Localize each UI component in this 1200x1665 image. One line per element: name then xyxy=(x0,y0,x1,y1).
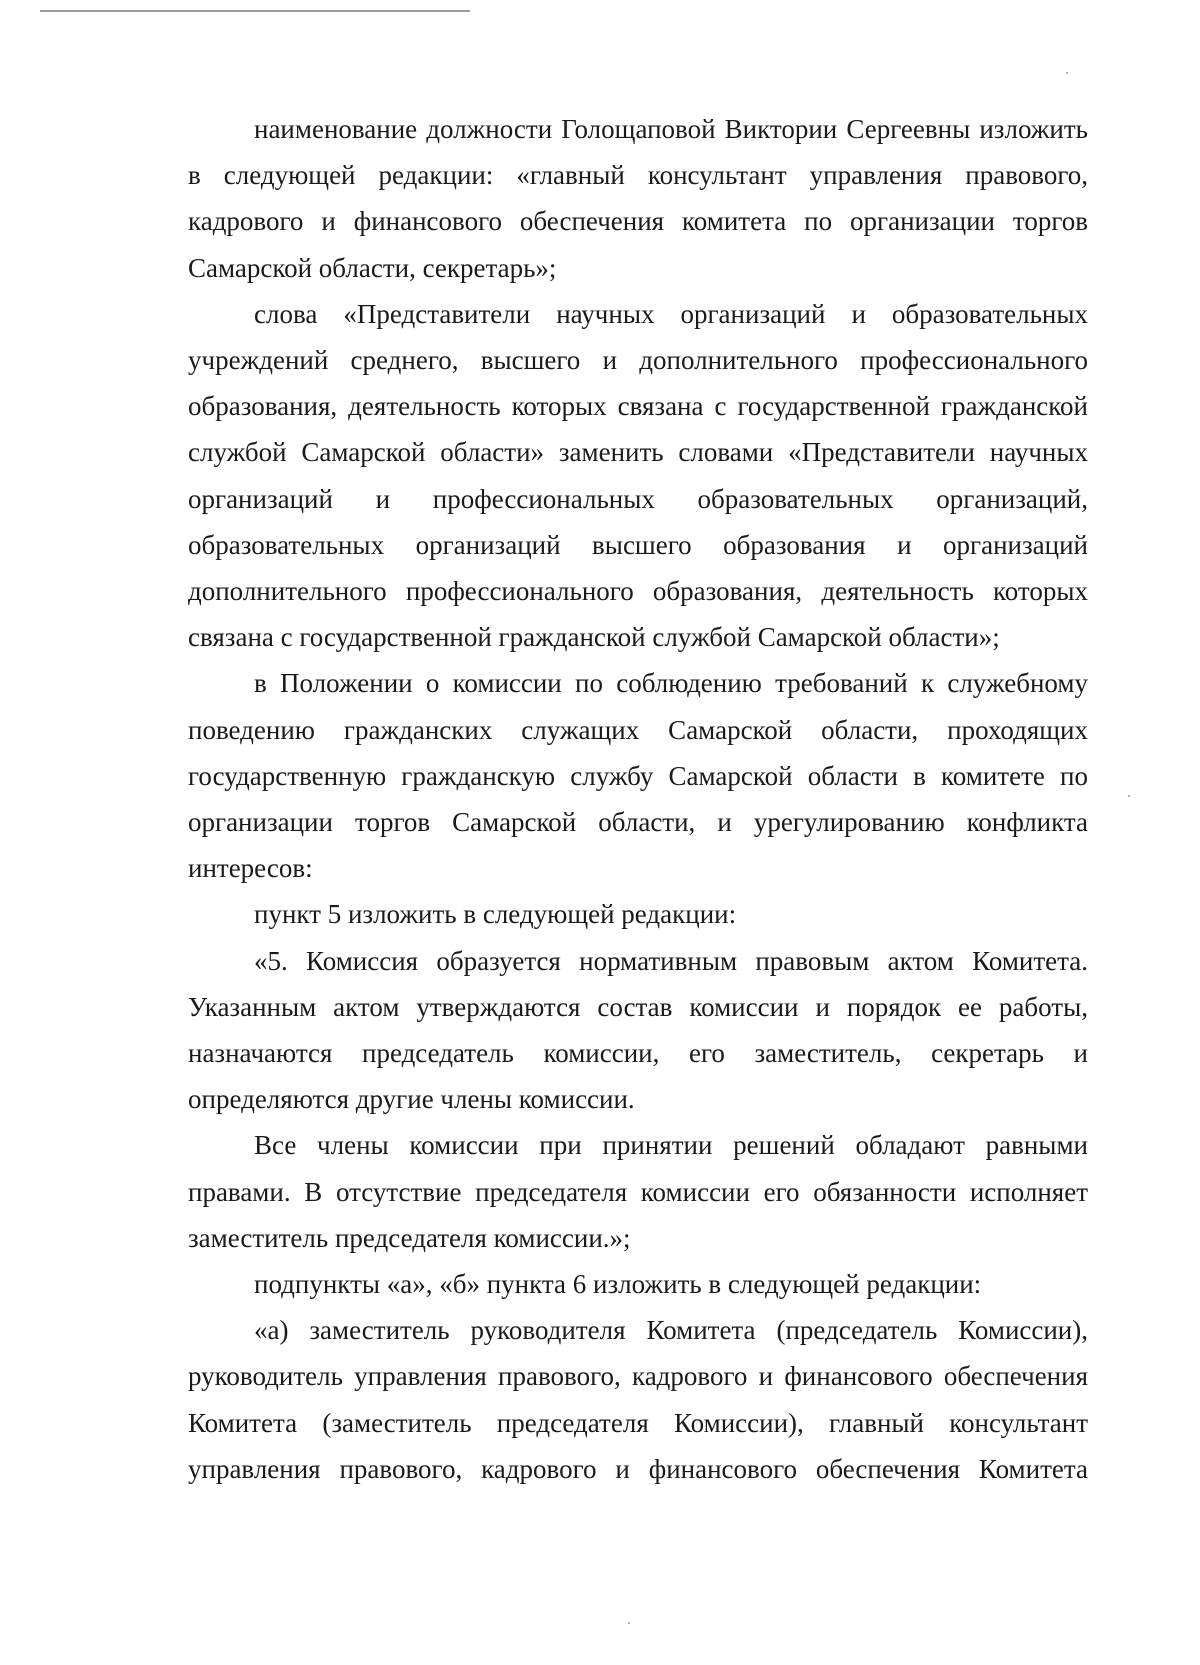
scan-speck xyxy=(628,1622,630,1624)
paragraph-6: Все члены комиссии при принятии решений обладают равными правами. В отсутствие председателя комиссии его обязанности исполняет заместитель председателя комиссии.»; xyxy=(188,1130,1088,1253)
document-body xyxy=(188,106,1088,1492)
scan-top-rule xyxy=(40,10,470,12)
paragraph-8: «а) заместитель руководителя Комитета (председатель Комиссии), руководитель управления правового, кадрового и финансового обеспечения Комитета (заместитель председателя Комиссии), главный консультант управления правового, кадрового и финансового обеспечения Комитета xyxy=(188,1315,1088,1484)
paragraph-1: наименование должности Голощаповой Виктории Сергеевны изложить в следующей редакции: «главный консультант управления правового, кадрового и финансового обеспечения комитета по организации торгов Самарской области, секретарь»; xyxy=(188,114,1088,283)
paragraph-4: пункт 5 изложить в следующей редакции: xyxy=(254,899,737,930)
paragraph-5: «5. Комиссия образуется нормативным правовым актом Комитета. Указанным актом утверждаются состав комиссии и порядок ее работы, назначаются председатель комиссии, его заместитель, секретарь и определяются другие члены комиссии. xyxy=(188,945,1088,1115)
paragraph-2: слова «Представители научных организаций и образовательных учреждений среднего, высшего и дополнительного профессионального образования, деятельность которых связана с государственной гражданской службой Самарской области» заменить словами «Представители научных организаций и профессиональных образовательных организаций, образовательных организаций высшего образования и организаций дополнительного профессионального образования, деятельность которых связана с государственной гражданской службой Самарской области»; xyxy=(188,298,1088,653)
paragraph-7: подпункты «а», «б» пункта 6 изложить в следующей редакции: xyxy=(254,1269,982,1300)
paragraph-3: в Положении о комиссии по соблюдению требований к служебному поведению гражданских служащих Самарской области, проходящих государственную гражданскую службу Самарской области в комитете по организации торгов Самарской области, и урегулированию конфликта интересов: xyxy=(188,668,1088,884)
scan-speck xyxy=(1128,795,1130,797)
scan-speck xyxy=(1066,72,1068,74)
